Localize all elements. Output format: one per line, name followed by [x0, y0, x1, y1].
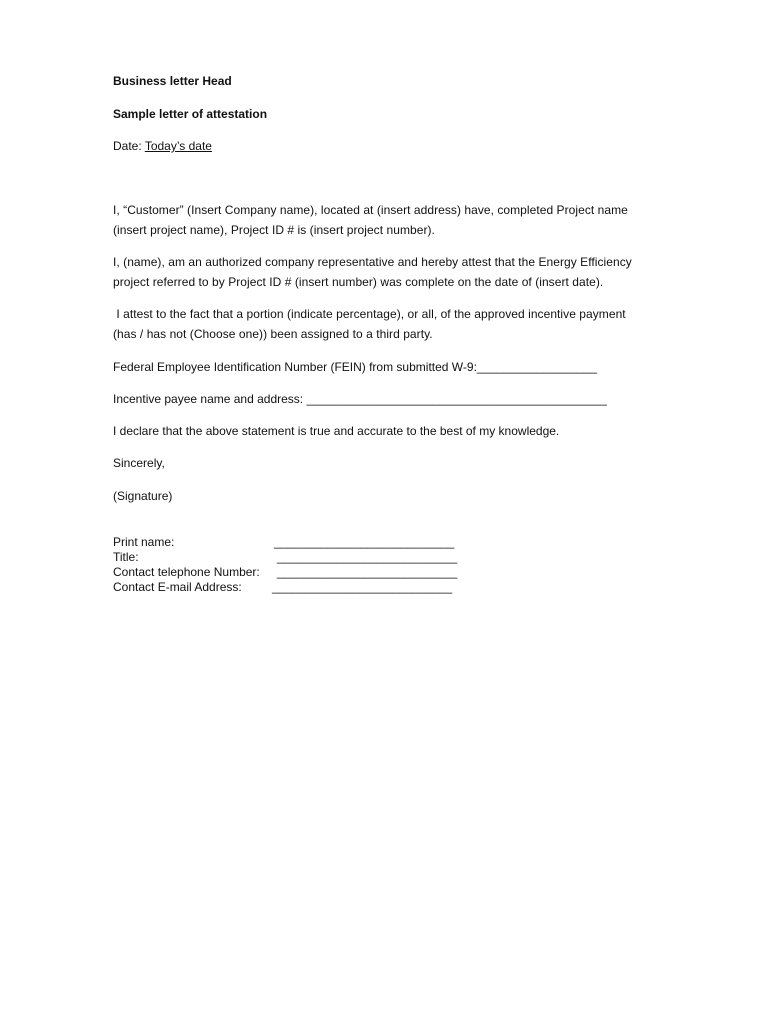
date-line: [113, 139, 212, 154]
signature-line: (Signature): [113, 489, 173, 503]
print-name-blank: ___________________________: [274, 535, 455, 549]
title-blank: ___________________________: [277, 550, 458, 564]
print-name-label: Print name:: [113, 535, 175, 549]
paragraph-incentive: [113, 304, 673, 344]
paragraph-project: [113, 200, 673, 240]
declaration-line: I declare that the above statement is true and accurate to the best of my knowledge.: [113, 424, 560, 438]
closing-line: Sincerely,: [113, 456, 165, 470]
paragraph-line: (insert project name), Project ID # is (insert project number).: [113, 223, 435, 237]
paragraph-line: I attest to the fact that a portion (indicate percentage), or all, of the approved incentive payment: [113, 307, 626, 321]
letter-subject: Sample letter of attestation: [113, 107, 268, 121]
email-label: Contact E-mail Address:: [113, 580, 242, 594]
paragraph-line: I, “Customer” (Insert Company name), located at (insert address) have, completed Project name: [113, 203, 628, 217]
email-blank: ___________________________: [272, 580, 453, 594]
date-value: Today’s date: [144, 139, 212, 153]
date-label: Date:: [113, 139, 145, 153]
paragraph-line: project referred to by Project ID # (insert number) was complete on the date of (insert date).: [113, 275, 604, 289]
fein-line: Federal Employee Identification Number (FEIN) from submitted W-9:__________________: [113, 360, 598, 374]
telephone-blank: ___________________________: [277, 565, 458, 579]
title-label: Title:: [113, 550, 139, 564]
telephone-label: Contact telephone Number:: [113, 565, 260, 579]
letter-head: Business letter Head: [113, 74, 232, 88]
paragraph-line: (has / has not (Choose one)) been assigned to a third party.: [113, 327, 433, 341]
paragraph-line: I, (name), am an authorized company representative and hereby attest that the Energy Efficiency: [113, 255, 632, 269]
payee-line: Incentive payee name and address: _____________________________________________: [113, 392, 607, 406]
paragraph-representative: [113, 252, 673, 292]
